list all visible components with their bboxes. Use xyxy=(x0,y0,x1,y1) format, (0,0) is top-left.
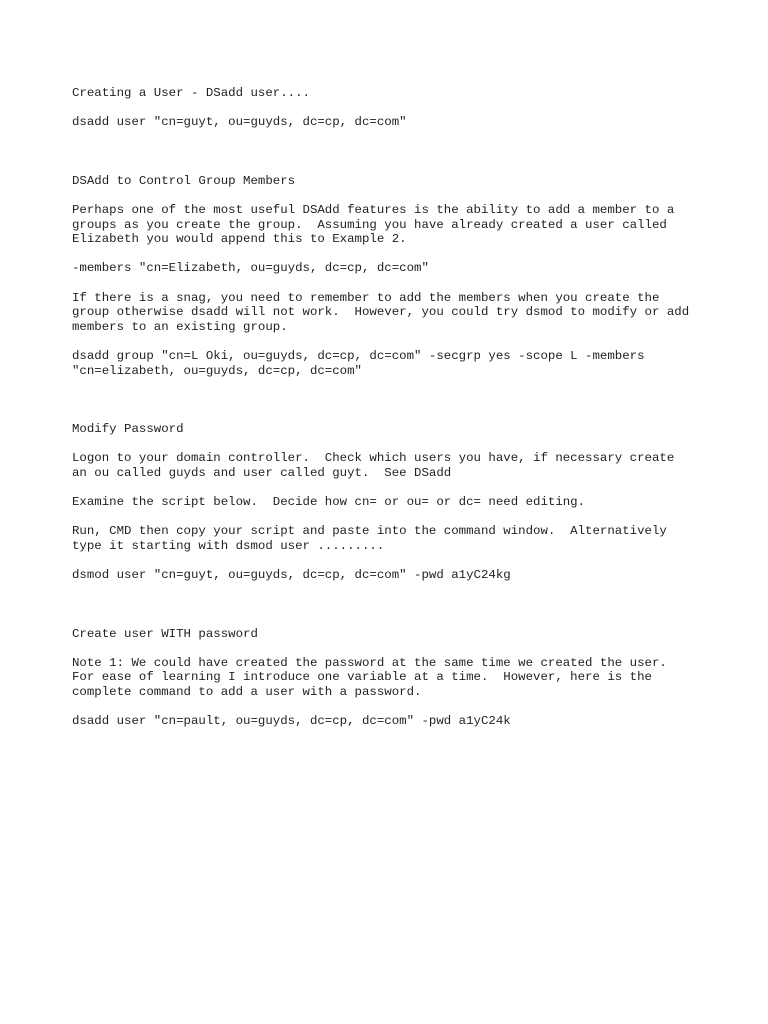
paragraph-line: Elizabeth you would append this to Example 2. xyxy=(72,232,407,247)
paragraph-line: an ou called guyds and user called guyt. See DSadd xyxy=(72,465,452,480)
paragraph-line: group otherwise dsadd will not work. However, you could try dsmod to modify or add xyxy=(72,305,690,320)
group-members-intro-paragraph xyxy=(72,203,732,247)
paragraph-line: Logon to your domain controller. Check which users you have, if necessary create xyxy=(72,451,675,466)
section-heading-group-members: DSAdd to Control Group Members xyxy=(72,173,296,188)
create-user-password-note-paragraph xyxy=(72,656,732,700)
document-body xyxy=(72,86,732,729)
members-switch-example: -members "cn=Elizabeth, ou=guyds, dc=cp, dc=com" xyxy=(72,261,429,276)
modify-password-run-paragraph xyxy=(72,524,732,553)
paragraph-line: groups as you create the group. Assuming you have already created a user called xyxy=(72,217,667,232)
command-line: dsadd group "cn=L Oki, ou=guyds, dc=cp, dc=com" -secgrp yes -scope L -members xyxy=(72,348,645,363)
section-heading-create-user: Creating a User - DSadd user.... xyxy=(72,86,310,100)
paragraph-line: Perhaps one of the most useful DSAdd features is the ability to add a member to a xyxy=(72,202,675,217)
section-heading-modify-password: Modify Password xyxy=(72,422,184,437)
dsadd-group-command xyxy=(72,349,732,378)
modify-password-logon-paragraph xyxy=(72,451,732,480)
modify-password-examine-paragraph: Examine the script below. Decide how cn= or ou= or dc= need editing. xyxy=(72,495,586,510)
dsmod-user-command: dsmod user "cn=guyt, ou=guyds, dc=cp, dc=com" -pwd a1yC24kg xyxy=(72,568,511,583)
section-heading-create-user-password: Create user WITH password xyxy=(72,626,258,641)
paragraph-line: Run, CMD then copy your script and paste into the command window. Alternatively xyxy=(72,524,667,539)
paragraph-line: Note 1: We could have created the password at the same time we created the user. xyxy=(72,655,667,670)
dsadd-user-password-command: dsadd user "cn=pault, ou=guyds, dc=cp, dc=com" -pwd a1yC24k xyxy=(72,714,511,729)
paragraph-line: type it starting with dsmod user ......... xyxy=(72,538,385,553)
paragraph-line: If there is a snag, you need to remember to add the members when you create the xyxy=(72,290,660,305)
paragraph-line: complete command to add a user with a password. xyxy=(72,685,422,699)
paragraph-line: For ease of learning I introduce one variable at a time. However, here is the xyxy=(72,670,652,685)
command-line: "cn=elizabeth, ou=guyds, dc=cp, dc=com" xyxy=(72,363,362,378)
paragraph-line: members to an existing group. xyxy=(72,319,288,334)
dsadd-user-command: dsadd user "cn=guyt, ou=guyds, dc=cp, dc=com" xyxy=(72,115,407,130)
group-members-snag-paragraph xyxy=(72,291,732,335)
